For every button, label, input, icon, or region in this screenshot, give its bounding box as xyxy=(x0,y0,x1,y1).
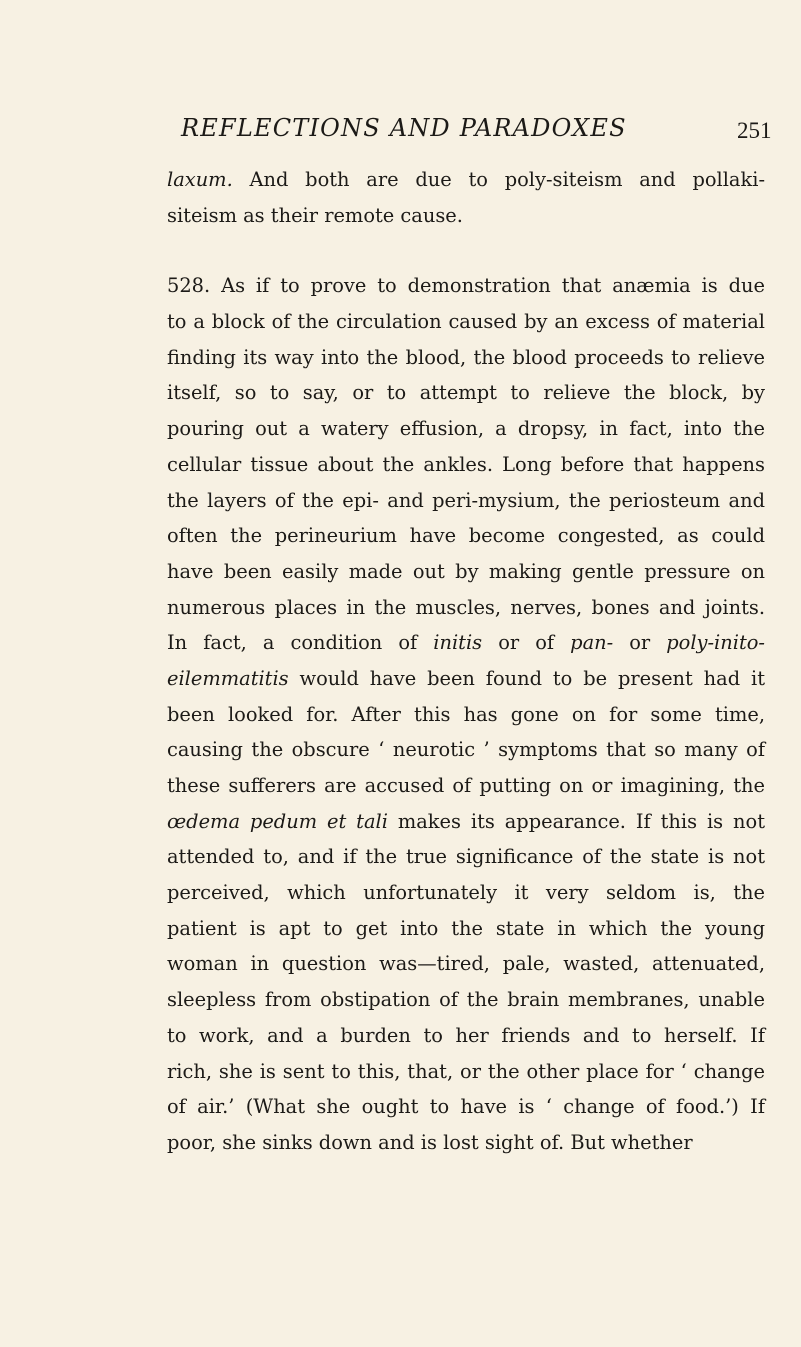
page-number: 251 xyxy=(737,118,772,143)
italic-term: pan- xyxy=(570,631,614,655)
text-segment: cellular tissue about the ankles. Long before that happens xyxy=(167,452,765,476)
italic-term: œdema pedum et tali xyxy=(167,809,388,833)
paragraph xyxy=(167,268,765,1160)
text-line xyxy=(167,625,765,661)
text-segment: finding its way into the blood, the blood proceeds to relieve xyxy=(167,345,765,369)
text-line xyxy=(167,1089,765,1125)
text-line xyxy=(167,1018,765,1054)
text-line xyxy=(167,697,765,733)
italic-term: eilemmatitis xyxy=(167,666,289,690)
text-segment: perceived, which unfortunately it very seldom is, the xyxy=(167,881,765,905)
text-line xyxy=(167,518,765,554)
text-line xyxy=(167,982,765,1018)
text-line xyxy=(167,268,765,304)
text-segment: sleepless from obstipation of the brain membranes, unable xyxy=(167,988,765,1012)
text-line xyxy=(167,1054,765,1090)
text-line xyxy=(167,911,765,947)
italic-term: initis xyxy=(433,631,483,655)
text-segment: pouring out a watery effusion, a dropsy, in fact, into the xyxy=(167,417,765,441)
text-segment: been looked for. After this has gone on for some time, xyxy=(167,702,765,726)
text-segment: makes its appearance. If this is not xyxy=(387,809,765,833)
text-segment: rich, she is sent to this, that, or the other place for ‘ change xyxy=(167,1059,765,1083)
text-segment: would have been found to be present had it xyxy=(288,666,765,690)
text-line xyxy=(167,198,765,234)
text-segment: the layers of the epi- and peri-mysium, the periosteum and xyxy=(167,488,765,512)
text-segment: often the perineurium have become congested, as could xyxy=(167,524,765,548)
text-segment: of air.’ (What she ought to have is ‘ change of food.’) If xyxy=(167,1095,765,1119)
text-segment: itself, so to say, or to attempt to relieve the block, by xyxy=(167,381,765,405)
text-segment: woman in question was—tired, pale, wasted, attenuated, xyxy=(167,952,765,976)
running-head xyxy=(0,114,801,154)
text-line xyxy=(167,804,765,840)
text-segment: siteism as their remote cause. xyxy=(167,203,463,227)
text-segment: have been easily made out by making gentle pressure on xyxy=(167,559,765,583)
text-line xyxy=(167,768,765,804)
text-segment: In fact, a condition of xyxy=(167,631,434,655)
body-text xyxy=(167,162,765,1161)
text-line xyxy=(167,590,765,626)
italic-term: laxum. xyxy=(167,168,233,191)
text-line xyxy=(167,447,765,483)
text-segment: 528. As if to prove to demonstration that anæmia is due xyxy=(167,274,765,298)
text-segment: attended to, and if the true significance of the state is not xyxy=(167,845,765,869)
running-head-title: REFLECTIONS AND PARADOXES xyxy=(181,114,627,142)
paragraph xyxy=(167,162,765,233)
text-line xyxy=(167,483,765,519)
text-segment: these sufferers are accused of putting on or imagining, the xyxy=(167,774,765,797)
text-segment: or of xyxy=(482,631,571,655)
text-segment: poor, she sinks down and is lost sight of. But whether xyxy=(167,1130,693,1154)
text-line xyxy=(167,875,765,911)
text-line xyxy=(167,1125,765,1161)
text-line xyxy=(167,661,765,697)
text-line xyxy=(167,375,765,411)
text-line xyxy=(167,732,765,768)
text-line xyxy=(167,340,765,376)
italic-term: poly-inito- xyxy=(666,631,765,655)
text-segment: numerous places in the muscles, nerves, bones and joints. xyxy=(167,595,765,619)
text-line xyxy=(167,304,765,340)
text-segment: And both are due to poly-siteism and pollaki- xyxy=(232,168,765,191)
text-segment: to a block of the circulation caused by an excess of material xyxy=(167,310,765,334)
text-segment: patient is apt to get into the state in which the young xyxy=(167,916,765,940)
text-segment: or xyxy=(613,631,667,655)
text-segment: to work, and a burden to her friends and to herself. If xyxy=(167,1023,765,1047)
text-segment: causing the obscure ‘ neurotic ’ symptoms that so many of xyxy=(167,738,765,762)
text-line xyxy=(167,839,765,875)
text-line xyxy=(167,162,765,198)
text-line xyxy=(167,554,765,590)
text-line xyxy=(167,946,765,982)
text-line xyxy=(167,411,765,447)
